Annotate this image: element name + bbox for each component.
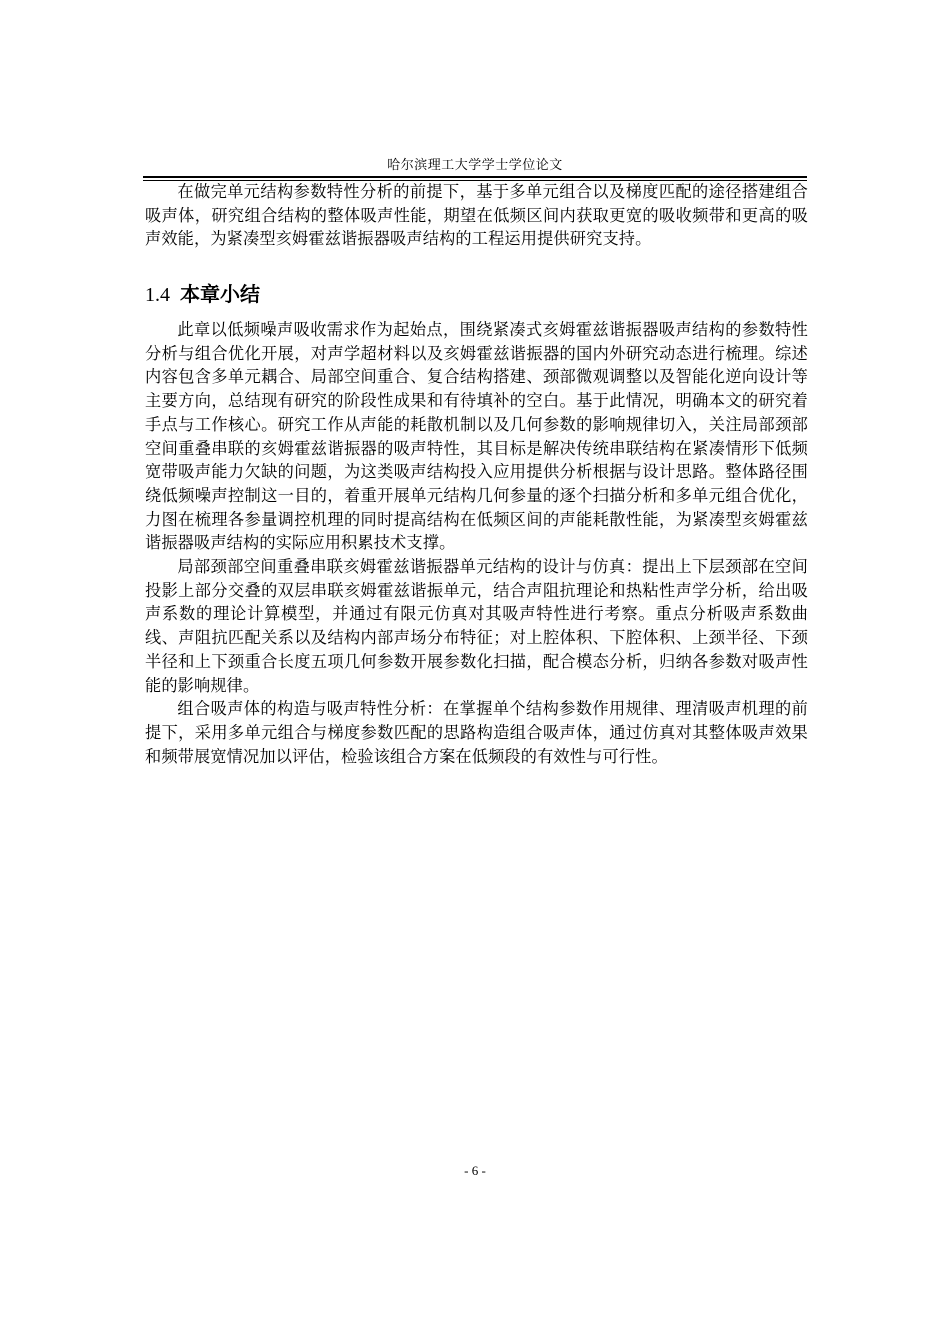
intro-paragraph: 在做完单元结构参数特性分析的前提下，基于多单元组合以及梯度匹配的途径搭建组合吸声体，研究组合结构的整体吸声性能，期望在低频区间内获取更宽的吸收频带和更高的吸声效能，为紧凑型亥姆霍兹谐振器吸声结构的工程运用提供研究支持。 <box>145 182 808 249</box>
summary-text-block <box>145 318 808 768</box>
summary-paragraph-2: 局部颈部空间重叠串联亥姆霍兹谐振器单元结构的设计与仿真：提出上下层颈部在空间投影上部分交叠的双层串联亥姆霍兹谐振单元，结合声阻抗理论和热粘性声学分析，给出吸声系数的理论计算模型，并通过有限元仿真对其吸声特性进行考察。重点分析吸声系数曲线、声阻抗匹配关系以及结构内部声场分布特征；对上腔体积、下腔体积、上颈半径、下颈半径和上下颈重合长度五项几何参数开展参数化扫描，配合模态分析，归纳各参数对吸声性能的影响规律。 <box>145 557 808 695</box>
summary-paragraph-3: 组合吸声体的构造与吸声特性分析：在掌握单个结构参数作用规律、理清吸声机理的前提下，采用多单元组合与梯度参数匹配的思路构造组合吸声体，通过仿真对其整体吸声效果和频带展宽情况加以评估，检验该组合方案在低频段的有效性与可行性。 <box>145 699 808 766</box>
section-title: 本章小结 <box>180 282 260 306</box>
summary-paragraph-1: 此章以低频噪声吸收需求作为起始点，围绕紧凑式亥姆霍兹谐振器吸声结构的参数特性分析与组合优化开展，对声学超材料以及亥姆霍兹谐振器的国内外研究动态进行梳理。综述内容包含多单元耦合、局部空间重合、复合结构搭建、颈部微观调整以及智能化逆向设计等主要方向，总结现有研究的阶段性成果和有待填补的空白。基于此情况，明确本文的研究着手点与工作核心。研究工作从声能的耗散机制以及几何参数的影响规律切入，关注局部颈部空间重叠串联的亥姆霍兹谐振器的吸声特性，其目标是解决传统串联结构在紧凑情形下低频宽带吸声能力欠缺的问题，为这类吸声结构投入应用提供分析根据与设计思路。整体路径围绕低频噪声控制这一目的，着重开展单元结构几何参量的逐个扫描分析和多单元组合优化，力图在梳理各参量调控机理的同时提高结构在低频区间的声能耗散性能，为紧凑型亥姆霍兹谐振器吸声结构的实际应用积累技术支撑。 <box>145 320 808 553</box>
header-rule-thick <box>143 176 807 178</box>
intro-text-block <box>145 180 808 251</box>
section-heading <box>145 280 260 309</box>
page-number: - 6 - <box>464 1163 486 1178</box>
section-number: 1.4 <box>145 284 170 306</box>
running-header: 哈尔滨理工大学学士学位论文 <box>387 158 563 173</box>
